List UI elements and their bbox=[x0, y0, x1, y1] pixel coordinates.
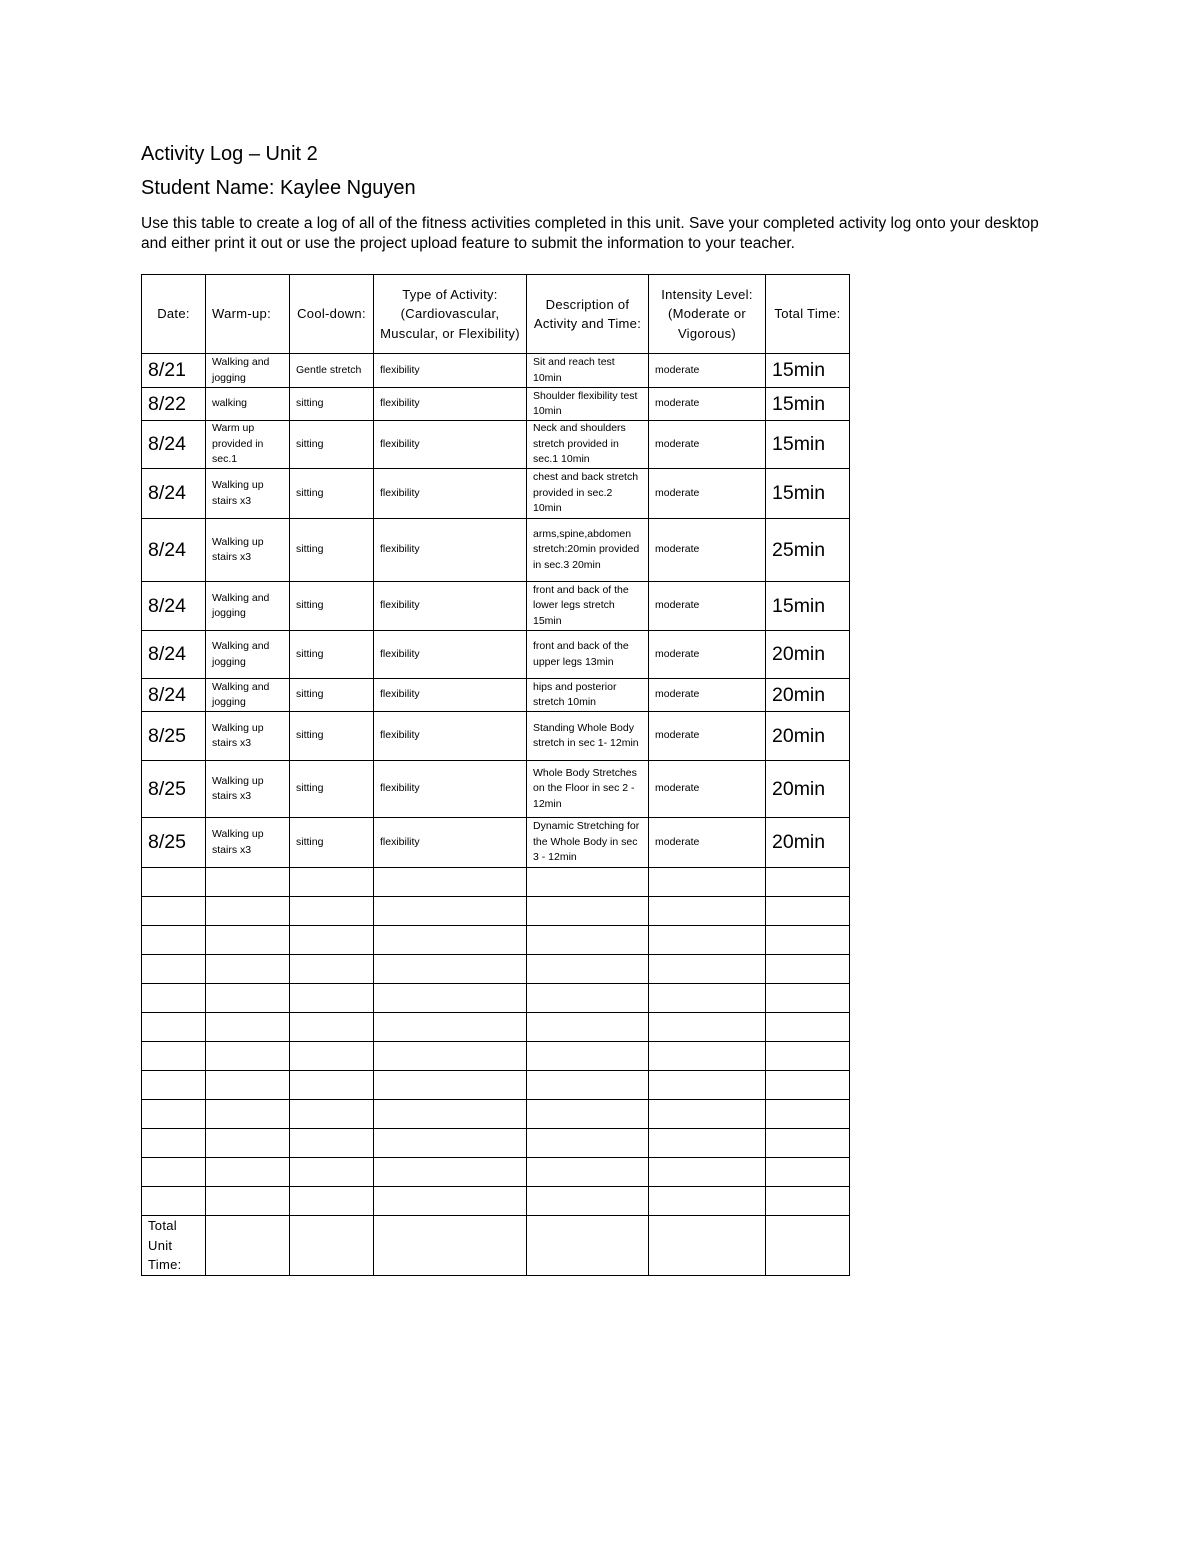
table-body bbox=[142, 354, 850, 1276]
empty-cell bbox=[766, 984, 850, 1013]
date-cell: 8/24 bbox=[142, 421, 206, 469]
empty-cell bbox=[649, 1042, 766, 1071]
empty-cell bbox=[374, 955, 527, 984]
empty-cell bbox=[649, 1158, 766, 1187]
intensity-cell: moderate bbox=[649, 712, 766, 761]
total-unit-time-label: Total Unit Time: bbox=[142, 1216, 206, 1276]
empty-cell bbox=[206, 1158, 290, 1187]
empty-cell bbox=[527, 1129, 649, 1158]
empty-cell bbox=[649, 984, 766, 1013]
total-time-cell: 20min bbox=[766, 631, 850, 679]
empty-cell bbox=[527, 1187, 649, 1216]
warmup-cell: Walking and jogging bbox=[206, 679, 290, 712]
intensity-cell: moderate bbox=[649, 582, 766, 631]
empty-cell bbox=[142, 1013, 206, 1042]
empty-cell bbox=[766, 868, 850, 897]
warmup-cell: Walking and jogging bbox=[206, 354, 290, 388]
empty-cell bbox=[527, 1071, 649, 1100]
empty-cell bbox=[290, 1158, 374, 1187]
empty-cell bbox=[649, 897, 766, 926]
empty-cell bbox=[649, 1013, 766, 1042]
activity-type-cell: flexibility bbox=[374, 582, 527, 631]
total-time-cell: 20min bbox=[766, 679, 850, 712]
empty-cell bbox=[206, 897, 290, 926]
empty-cell bbox=[766, 1013, 850, 1042]
empty-cell bbox=[649, 1100, 766, 1129]
empty-cell bbox=[374, 984, 527, 1013]
date-cell: 8/24 bbox=[142, 679, 206, 712]
total-time-cell: 20min bbox=[766, 761, 850, 818]
empty-cell bbox=[206, 926, 290, 955]
empty-cell bbox=[649, 868, 766, 897]
empty-cell bbox=[527, 868, 649, 897]
date-cell: 8/24 bbox=[142, 631, 206, 679]
empty-cell bbox=[649, 926, 766, 955]
warmup-cell: Walking and jogging bbox=[206, 582, 290, 631]
table-row bbox=[142, 712, 850, 761]
empty-cell bbox=[290, 1187, 374, 1216]
empty-table-row bbox=[142, 868, 850, 897]
empty-cell bbox=[374, 1187, 527, 1216]
empty-cell bbox=[206, 984, 290, 1013]
warmup-cell: Walking up stairs x3 bbox=[206, 519, 290, 582]
activity-type-cell: flexibility bbox=[374, 761, 527, 818]
header-description: Description of Activity and Time: bbox=[527, 275, 649, 354]
empty-cell bbox=[766, 1158, 850, 1187]
description-cell: Dynamic Stretching for the Whole Body in sec 3 - 12min bbox=[527, 818, 649, 868]
empty-cell bbox=[206, 1013, 290, 1042]
date-cell: 8/25 bbox=[142, 761, 206, 818]
empty-table-row bbox=[142, 1013, 850, 1042]
cooldown-cell: sitting bbox=[290, 679, 374, 712]
intensity-cell: moderate bbox=[649, 679, 766, 712]
header-intensity: Intensity Level: (Moderate or Vigorous) bbox=[649, 275, 766, 354]
empty-cell bbox=[290, 1071, 374, 1100]
table-row bbox=[142, 679, 850, 712]
date-cell: 8/21 bbox=[142, 354, 206, 388]
intensity-cell: moderate bbox=[649, 421, 766, 469]
empty-cell bbox=[527, 1100, 649, 1129]
warmup-cell: Walking up stairs x3 bbox=[206, 818, 290, 868]
table-row bbox=[142, 761, 850, 818]
activity-type-cell: flexibility bbox=[374, 519, 527, 582]
intensity-cell: moderate bbox=[649, 631, 766, 679]
empty-table-row bbox=[142, 926, 850, 955]
empty-cell bbox=[290, 868, 374, 897]
total-time-cell: 15min bbox=[766, 421, 850, 469]
warmup-cell: Walking up stairs x3 bbox=[206, 469, 290, 519]
empty-cell bbox=[142, 897, 206, 926]
table-cell bbox=[374, 1216, 527, 1276]
empty-cell bbox=[649, 955, 766, 984]
page-title: Activity Log – Unit 2 bbox=[141, 143, 318, 165]
empty-cell bbox=[290, 1013, 374, 1042]
total-time-cell: 20min bbox=[766, 818, 850, 868]
cooldown-cell: sitting bbox=[290, 582, 374, 631]
description-cell: front and back of the upper legs 13min bbox=[527, 631, 649, 679]
empty-table-row bbox=[142, 897, 850, 926]
empty-cell bbox=[142, 1158, 206, 1187]
total-time-cell: 15min bbox=[766, 582, 850, 631]
empty-cell bbox=[206, 1042, 290, 1071]
cooldown-cell: sitting bbox=[290, 631, 374, 679]
empty-cell bbox=[206, 1100, 290, 1129]
header-cooldown: Cool-down: bbox=[290, 275, 374, 354]
empty-table-row bbox=[142, 1042, 850, 1071]
table-row bbox=[142, 631, 850, 679]
empty-cell bbox=[290, 1100, 374, 1129]
description-cell: Neck and shoulders stretch provided in sec.1 10min bbox=[527, 421, 649, 469]
empty-cell bbox=[374, 1071, 527, 1100]
header-date: Date: bbox=[142, 275, 206, 354]
total-time-cell: 25min bbox=[766, 519, 850, 582]
empty-cell bbox=[766, 1071, 850, 1100]
cooldown-cell: sitting bbox=[290, 519, 374, 582]
empty-cell bbox=[766, 1100, 850, 1129]
empty-cell bbox=[527, 984, 649, 1013]
activity-type-cell: flexibility bbox=[374, 388, 527, 421]
total-time-cell: 15min bbox=[766, 469, 850, 519]
warmup-cell: Walking and jogging bbox=[206, 631, 290, 679]
description-cell: Sit and reach test 10min bbox=[527, 354, 649, 388]
warmup-cell: Walking up stairs x3 bbox=[206, 761, 290, 818]
empty-table-row bbox=[142, 1071, 850, 1100]
empty-cell bbox=[527, 897, 649, 926]
date-cell: 8/24 bbox=[142, 582, 206, 631]
intensity-cell: moderate bbox=[649, 354, 766, 388]
intensity-cell: moderate bbox=[649, 469, 766, 519]
empty-cell bbox=[142, 1100, 206, 1129]
empty-cell bbox=[142, 926, 206, 955]
empty-cell bbox=[374, 1042, 527, 1071]
total-time-cell: 20min bbox=[766, 712, 850, 761]
header-warmup: Warm-up: bbox=[206, 275, 290, 354]
empty-cell bbox=[374, 1158, 527, 1187]
cooldown-cell: sitting bbox=[290, 421, 374, 469]
description-cell: Shoulder flexibility test 10min bbox=[527, 388, 649, 421]
student-name: Student Name: Kaylee Nguyen bbox=[141, 177, 416, 199]
empty-table-row bbox=[142, 1187, 850, 1216]
header-activity-type: Type of Activity: (Cardiovascular, Muscular, or Flexibility) bbox=[374, 275, 527, 354]
empty-cell bbox=[142, 955, 206, 984]
empty-cell bbox=[290, 1042, 374, 1071]
activity-log-table bbox=[141, 274, 850, 1276]
empty-cell bbox=[766, 1129, 850, 1158]
empty-cell bbox=[290, 897, 374, 926]
empty-cell bbox=[374, 1013, 527, 1042]
empty-cell bbox=[766, 1187, 850, 1216]
warmup-cell: walking bbox=[206, 388, 290, 421]
empty-cell bbox=[142, 1042, 206, 1071]
description-cell: chest and back stretch provided in sec.2 10min bbox=[527, 469, 649, 519]
empty-table-row bbox=[142, 1129, 850, 1158]
table-row bbox=[142, 469, 850, 519]
activity-type-cell: flexibility bbox=[374, 631, 527, 679]
empty-cell bbox=[206, 868, 290, 897]
empty-cell bbox=[527, 955, 649, 984]
table-header-row bbox=[142, 275, 850, 354]
empty-cell bbox=[290, 926, 374, 955]
description-cell: front and back of the lower legs stretch 15min bbox=[527, 582, 649, 631]
cooldown-cell: sitting bbox=[290, 761, 374, 818]
empty-cell bbox=[142, 1187, 206, 1216]
intensity-cell: moderate bbox=[649, 761, 766, 818]
empty-cell bbox=[766, 1042, 850, 1071]
empty-cell bbox=[142, 984, 206, 1013]
table-cell bbox=[649, 1216, 766, 1276]
total-time-cell: 15min bbox=[766, 388, 850, 421]
empty-cell bbox=[374, 868, 527, 897]
warmup-cell: Warm up provided in sec.1 bbox=[206, 421, 290, 469]
table-row bbox=[142, 818, 850, 868]
description-cell: Standing Whole Body stretch in sec 1- 12min bbox=[527, 712, 649, 761]
empty-cell bbox=[206, 1187, 290, 1216]
intensity-cell: moderate bbox=[649, 818, 766, 868]
total-time-cell: 15min bbox=[766, 354, 850, 388]
date-cell: 8/24 bbox=[142, 469, 206, 519]
table-cell bbox=[206, 1216, 290, 1276]
cooldown-cell: sitting bbox=[290, 818, 374, 868]
empty-cell bbox=[527, 1013, 649, 1042]
table-cell bbox=[527, 1216, 649, 1276]
instructions-text: Use this table to create a log of all of the fitness activities completed in this unit. Save your completed activity log onto your desktop and either print it out or use the project upload feature to submit the information to your teacher. bbox=[141, 215, 1039, 252]
activity-type-cell: flexibility bbox=[374, 469, 527, 519]
description-cell: arms,spine,abdomen stretch:20min provided in sec.3 20min bbox=[527, 519, 649, 582]
cooldown-cell: Gentle stretch bbox=[290, 354, 374, 388]
intensity-cell: moderate bbox=[649, 388, 766, 421]
intensity-cell: moderate bbox=[649, 519, 766, 582]
table-row bbox=[142, 582, 850, 631]
empty-cell bbox=[290, 955, 374, 984]
table-row bbox=[142, 421, 850, 469]
empty-cell bbox=[766, 897, 850, 926]
empty-cell bbox=[206, 1071, 290, 1100]
empty-cell bbox=[527, 1042, 649, 1071]
empty-table-row bbox=[142, 955, 850, 984]
table-row bbox=[142, 354, 850, 388]
document-header bbox=[141, 138, 1061, 254]
activity-type-cell: flexibility bbox=[374, 421, 527, 469]
date-cell: 8/25 bbox=[142, 712, 206, 761]
empty-cell bbox=[374, 926, 527, 955]
warmup-cell: Walking up stairs x3 bbox=[206, 712, 290, 761]
empty-cell bbox=[374, 1129, 527, 1158]
empty-cell bbox=[374, 897, 527, 926]
empty-cell bbox=[206, 1129, 290, 1158]
date-cell: 8/24 bbox=[142, 519, 206, 582]
empty-table-row bbox=[142, 1100, 850, 1129]
total-unit-time-row bbox=[142, 1216, 850, 1276]
table-row bbox=[142, 519, 850, 582]
description-cell: hips and posterior stretch 10min bbox=[527, 679, 649, 712]
empty-cell bbox=[766, 955, 850, 984]
empty-cell bbox=[766, 926, 850, 955]
empty-table-row bbox=[142, 1158, 850, 1187]
table-row bbox=[142, 388, 850, 421]
date-cell: 8/22 bbox=[142, 388, 206, 421]
empty-cell bbox=[206, 955, 290, 984]
empty-cell bbox=[142, 868, 206, 897]
activity-type-cell: flexibility bbox=[374, 679, 527, 712]
empty-cell bbox=[290, 984, 374, 1013]
date-cell: 8/25 bbox=[142, 818, 206, 868]
empty-table-row bbox=[142, 984, 850, 1013]
empty-cell bbox=[649, 1187, 766, 1216]
header-total-time: Total Time: bbox=[766, 275, 850, 354]
empty-cell bbox=[374, 1100, 527, 1129]
empty-cell bbox=[290, 1129, 374, 1158]
empty-cell bbox=[142, 1129, 206, 1158]
table-cell bbox=[290, 1216, 374, 1276]
cooldown-cell: sitting bbox=[290, 388, 374, 421]
empty-cell bbox=[142, 1071, 206, 1100]
empty-cell bbox=[649, 1129, 766, 1158]
activity-type-cell: flexibility bbox=[374, 712, 527, 761]
cooldown-cell: sitting bbox=[290, 712, 374, 761]
empty-cell bbox=[527, 926, 649, 955]
cooldown-cell: sitting bbox=[290, 469, 374, 519]
table-cell bbox=[766, 1216, 850, 1276]
description-cell: Whole Body Stretches on the Floor in sec 2 - 12min bbox=[527, 761, 649, 818]
activity-type-cell: flexibility bbox=[374, 354, 527, 388]
empty-cell bbox=[527, 1158, 649, 1187]
empty-cell bbox=[649, 1071, 766, 1100]
activity-type-cell: flexibility bbox=[374, 818, 527, 868]
